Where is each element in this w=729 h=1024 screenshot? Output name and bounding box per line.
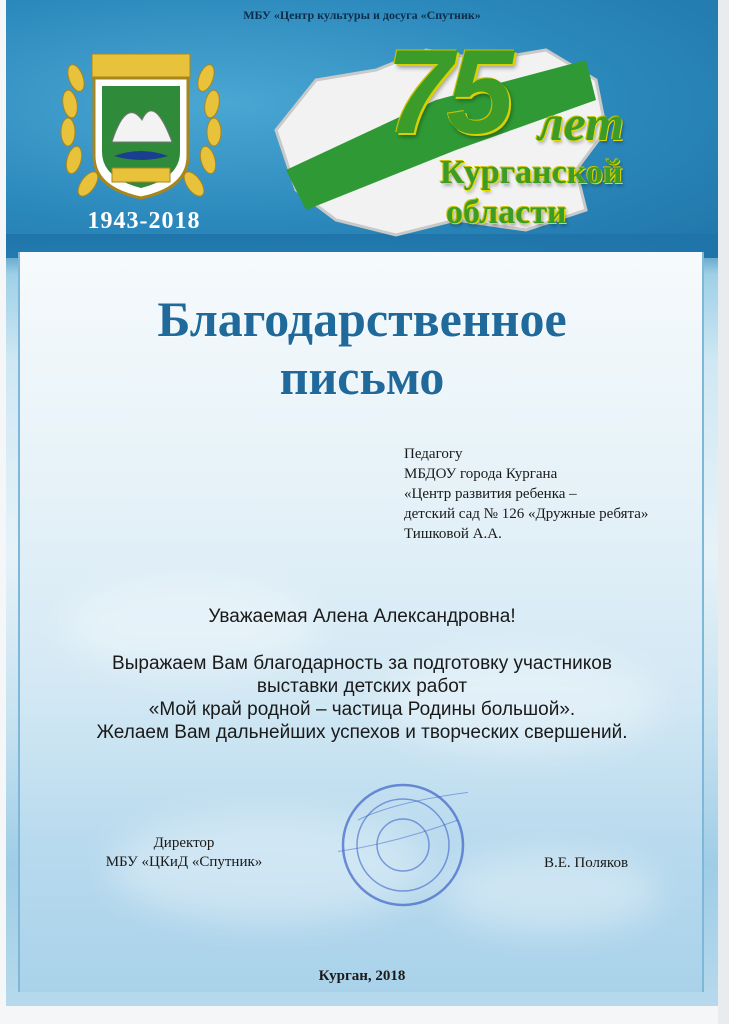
scan-margin bbox=[718, 0, 729, 1024]
body-line: Желаем Вам дальнейших успехов и творческих свершений. bbox=[96, 722, 628, 743]
director-name: В.Е. Поляков bbox=[544, 855, 629, 871]
recipient-line: Тишковой А.А. bbox=[404, 526, 502, 542]
region-name-line2: области bbox=[446, 194, 567, 231]
letter-body bbox=[6, 652, 718, 744]
recipient-line: детский сад № 126 «Дружные ребята» bbox=[404, 506, 649, 522]
letter-title-line1: Благодарственное bbox=[157, 291, 567, 347]
coat-of-arms-emblem bbox=[56, 38, 226, 206]
place-and-year: Курган, 2018 bbox=[318, 968, 406, 984]
recipient-address bbox=[404, 444, 648, 544]
official-seal-stamp bbox=[338, 780, 468, 910]
years-range: 1943-2018 bbox=[87, 208, 201, 234]
recipient-line: «Центр развития ребенка – bbox=[404, 486, 577, 502]
anniversary-word-years: лет bbox=[538, 95, 625, 151]
director-block bbox=[84, 834, 284, 872]
body-line: «Мой край родной – частица Родины большой». bbox=[148, 699, 576, 720]
letter-title-line2: письмо bbox=[279, 349, 445, 405]
region-name-line1: Курганской bbox=[440, 154, 623, 191]
director-title: Директор bbox=[153, 835, 215, 851]
anniversary-number: 75 bbox=[386, 25, 508, 159]
recipient-line: Педагогу bbox=[404, 446, 463, 462]
organization-line: МБУ «Центр культуры и досуга «Спутник» bbox=[243, 8, 481, 22]
greeting: Уважаемая Алена Александровна! bbox=[208, 606, 516, 627]
body-line: выставки детских работ bbox=[256, 676, 468, 697]
certificate-sheet bbox=[6, 0, 718, 1006]
director-organization: МБУ «ЦКиД «Спутник» bbox=[105, 854, 263, 870]
body-line: Выражаем Вам благодарность за подготовку участников bbox=[112, 653, 612, 674]
recipient-line: МБДОУ города Кургана bbox=[404, 466, 558, 482]
